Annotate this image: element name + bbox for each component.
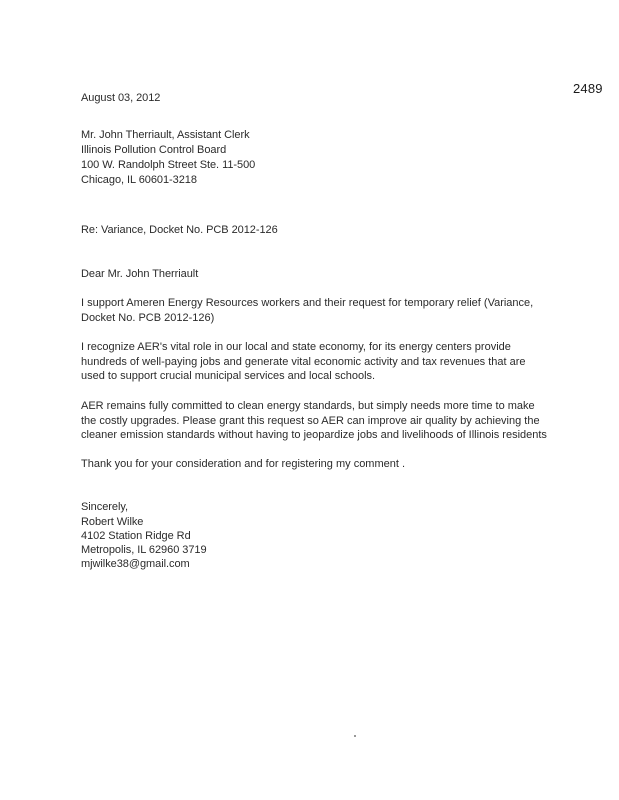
sender-email: mjwilke38@gmail.com bbox=[81, 558, 190, 570]
salutation: Dear Mr. John Therriault bbox=[81, 268, 199, 280]
sender-street: 4102 Station Ridge Rd bbox=[81, 530, 191, 542]
paragraph-line: used to support crucial municipal services and local schools. bbox=[81, 370, 376, 382]
recipient-name: Mr. John Therriault, Assistant Clerk bbox=[81, 129, 250, 141]
scan-speck bbox=[354, 735, 356, 737]
recipient-street: 100 W. Randolph Street Ste. 11-500 bbox=[81, 159, 256, 171]
letter-date: August 03, 2012 bbox=[81, 92, 161, 104]
recipient-city: Chicago, IL 60601-3218 bbox=[81, 174, 197, 186]
paragraph-line: I recognize AER's vital role in our local and state economy, for its energy centers provide bbox=[81, 341, 511, 353]
paragraph-line: Docket No. PCB 2012-126) bbox=[81, 311, 215, 324]
paragraph-line: Thank you for your consideration and for registering my comment . bbox=[81, 458, 406, 470]
paragraph-line: the costly upgrades. Please grant this request so AER can improve air quality by achieving the bbox=[81, 414, 540, 427]
closing-valediction: Sincerely, bbox=[81, 501, 128, 513]
body-paragraph-2 bbox=[81, 340, 561, 384]
paragraph-line: I support Ameren Energy Resources workers and their request for temporary relief (Variance, bbox=[81, 297, 534, 309]
sender-name: Robert Wilke bbox=[81, 516, 144, 528]
document-number: 2489 bbox=[573, 81, 603, 96]
paragraph-line: AER remains fully committed to clean energy standards, but simply needs more time to make bbox=[81, 400, 535, 412]
body-paragraph-4 bbox=[81, 457, 561, 472]
sender-city: Metropolis, IL 62960 3719 bbox=[81, 544, 207, 556]
body-paragraph-3 bbox=[81, 399, 561, 443]
recipient-organization: Illinois Pollution Control Board bbox=[81, 144, 227, 156]
paragraph-line: cleaner emission standards without having to jeopardize jobs and livelihoods of Illinois residents bbox=[81, 429, 547, 441]
body-paragraph-1 bbox=[81, 296, 561, 325]
paragraph-line: hundreds of well-paying jobs and generate vital economic activity and tax revenues that are bbox=[81, 355, 526, 368]
subject-line: Re: Variance, Docket No. PCB 2012-126 bbox=[81, 224, 278, 236]
